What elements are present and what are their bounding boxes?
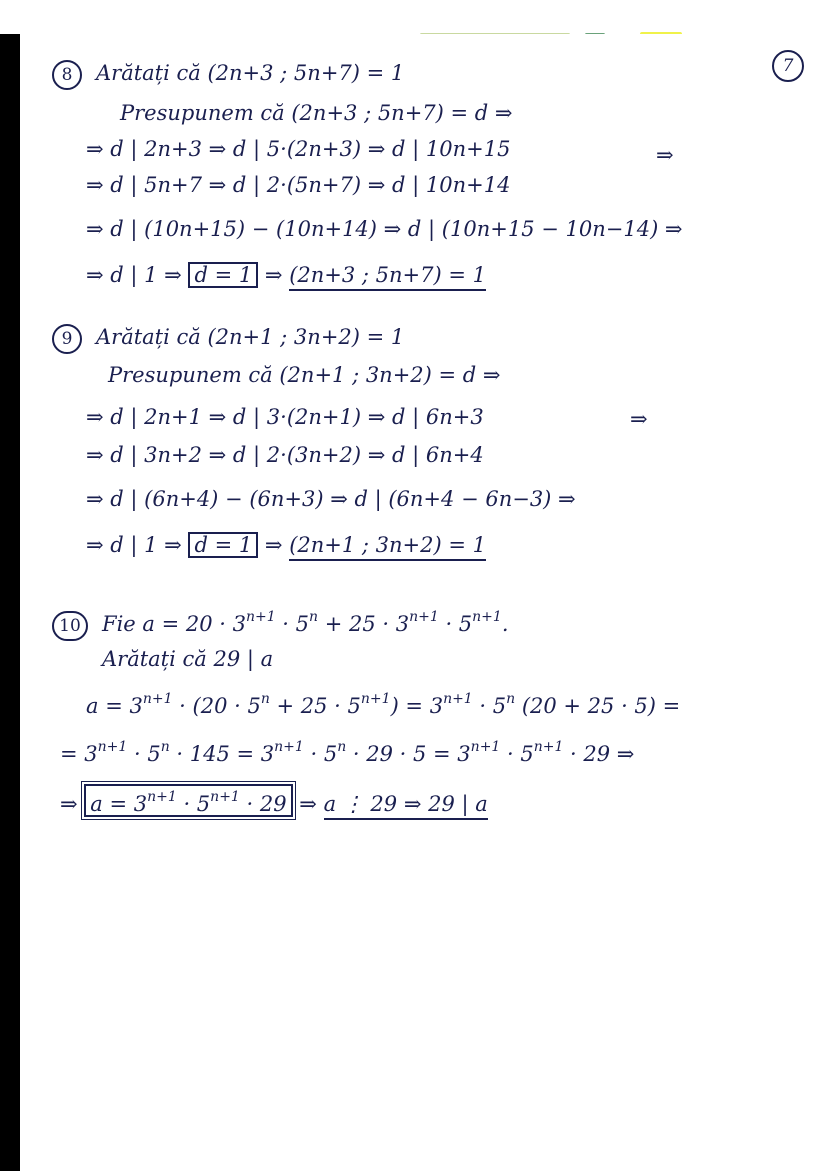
problem-9-assumption: Presupunem că (2n+1 ; 3n+2) = d ⇒ [108,363,501,387]
result-text: · 5 [176,792,211,816]
step-text: + 25 · 5 [269,694,361,718]
exponent: n+1 [210,789,240,805]
step-text: ⇒ [60,792,78,816]
step-text: ) = 3 [390,694,444,718]
exponent: n+1 [245,609,276,625]
exponent: n+1 [470,739,501,755]
step-text: · 145 = 3 [169,742,275,766]
exponent: n [160,739,170,755]
step-text: · 29 ⇒ [563,742,635,766]
step-text: · 29 · 5 = 3 [346,742,471,766]
step-text: ⇒ [299,792,317,816]
problem-9-statement [52,324,404,354]
problem-8-implies: ⇒ [656,143,674,167]
exponent: n+1 [443,691,473,707]
step-text: · (20 · 5 [172,694,261,718]
notebook-page [20,34,828,1171]
exponent: n+1 [360,691,391,707]
step-text: ⇒ d | 1 ⇒ [86,263,182,287]
statement-text: . [501,612,509,636]
problem-8-assumption: Presupunem că (2n+3 ; 5n+7) = d ⇒ [120,101,513,125]
problem-9-conclusion [86,532,486,558]
problem-10-statement [52,604,509,641]
exponent: n+1 [142,691,173,707]
problem-10-step [86,686,680,719]
photo-top-edge [0,0,828,34]
boxed-result: d = 1 [188,262,258,288]
problem-8-conclusion [86,262,486,288]
step-text: ⇒ [264,533,283,557]
statement-text: · 5 [438,612,473,636]
statement-text: · 5 [275,612,310,636]
step-text: a = 3 [86,694,143,718]
exponent: n+1 [147,789,177,805]
problem-9-implies: ⇒ [630,407,648,431]
exponent: n [337,739,347,755]
statement-text: Arătați că (2n+3 ; 5n+7) = 1 [96,61,405,85]
page-number: 7 [772,50,804,82]
problem-10-task: Arătați că 29 | a [102,647,274,671]
result-text: a = 3 [90,792,148,816]
underlined-result: a ⋮ 29 ⇒ 29 | a [324,792,488,820]
problem-9-step: ⇒ d | 2n+1 ⇒ d | 3·(2n+1) ⇒ d | 6n+3 [86,405,484,429]
problem-8-statement [52,60,404,90]
problem-number: 10 [52,611,88,641]
step-text: · 5 [127,742,161,766]
exponent: n+1 [472,609,502,625]
boxed-result [84,784,292,817]
problem-9-step: ⇒ d | 3n+2 ⇒ d | 2·(3n+2) ⇒ d | 6n+4 [86,443,484,467]
statement-text: Arătați că (2n+1 ; 3n+2) = 1 [96,325,405,349]
step-text: (20 + 25 · 5) = [515,694,681,718]
underlined-result: (2n+1 ; 3n+2) = 1 [289,533,486,561]
step-text: = 3 [60,742,98,766]
problem-10-conclusion [60,784,488,817]
problem-8-step: ⇒ d | 5n+7 ⇒ d | 2·(5n+7) ⇒ d | 10n+14 [86,173,511,197]
underlined-result: (2n+3 ; 5n+7) = 1 [289,263,486,291]
boxed-result: d = 1 [188,532,258,558]
step-text: · 5 [303,742,338,766]
step-text: ⇒ [264,263,283,287]
photo-left-edge [0,34,20,1171]
problem-number: 8 [52,60,82,90]
problem-10-step [60,734,634,767]
problem-8-step: ⇒ d | 2n+3 ⇒ d | 5·(2n+3) ⇒ d | 10n+15 [86,137,511,161]
step-text: · 5 [500,742,534,766]
statement-text: + 25 · 3 [318,612,410,636]
problem-8-step: ⇒ d | (10n+15) − (10n+14) ⇒ d | (10n+15 − 10n−14) ⇒ [86,217,683,241]
exponent: n+1 [533,739,564,755]
exponent: n+1 [274,739,304,755]
statement-text: Fie a = 20 · 3 [102,612,246,636]
step-text: ⇒ d | 1 ⇒ [86,533,182,557]
problem-9-step: ⇒ d | (6n+4) − (6n+3) ⇒ d | (6n+4 − 6n−3) ⇒ [86,487,576,511]
exponent: n [260,691,270,707]
exponent: n [309,609,319,625]
exponent: n [506,691,516,707]
step-text: · 5 [472,694,507,718]
result-text: · 29 [239,792,287,816]
exponent: n+1 [409,609,439,625]
problem-number: 9 [52,324,82,354]
exponent: n+1 [97,739,128,755]
